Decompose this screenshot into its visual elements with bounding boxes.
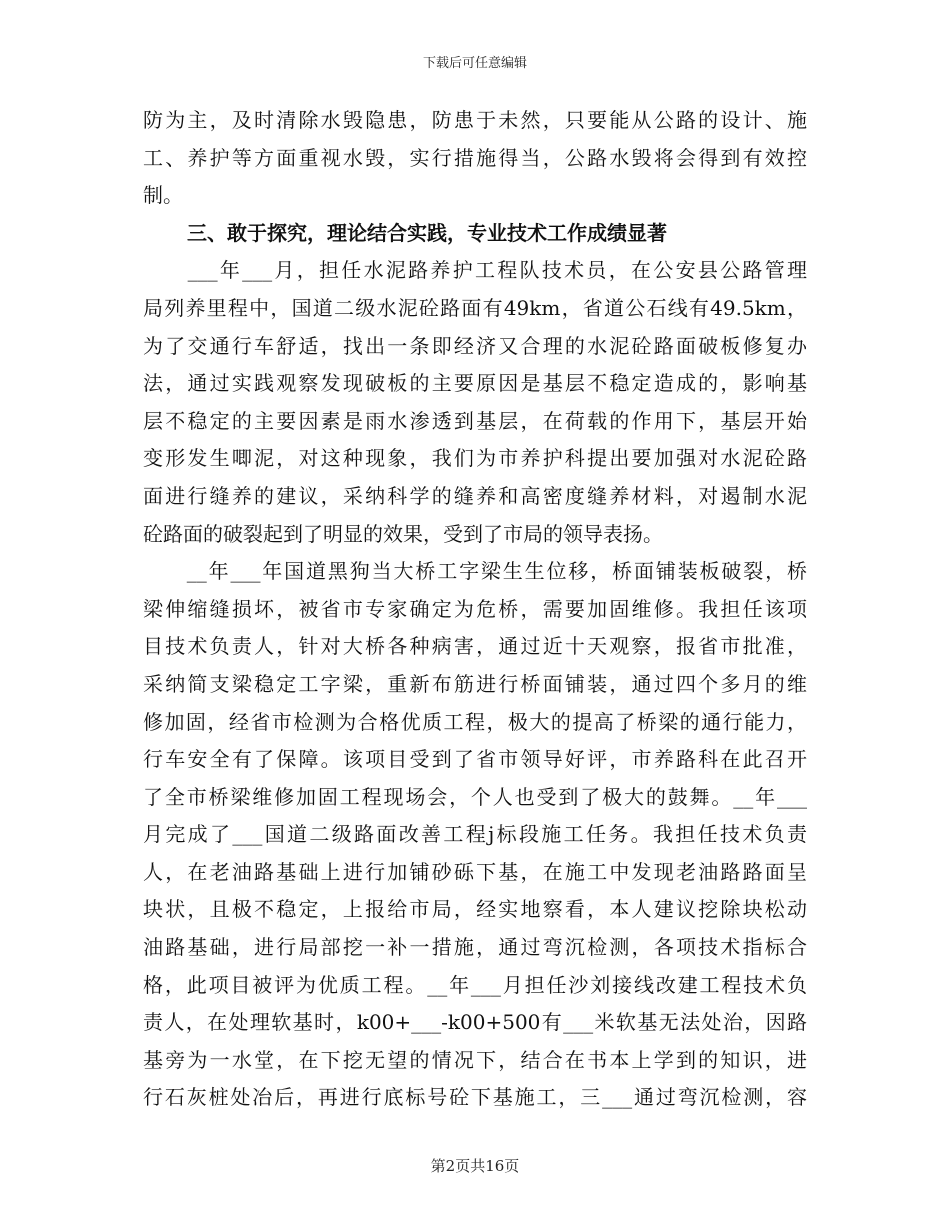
document-body: [143, 102, 807, 1117]
text-line: 格，此项目被评为优质工程。__年___月担任沙刘接线改建工程技术负: [143, 972, 807, 997]
text-line: 修加固，经省市检测为合格优质工程，极大的提高了桥梁的通行能力，: [143, 709, 807, 734]
text-line: 梁伸缩缝损坏，被省市专家确定为危桥，需要加固维修。我担任该项: [143, 596, 807, 621]
text-line: 制。: [143, 183, 183, 208]
text-line: 为了交通行车舒适，找出一条即经济又合理的水泥砼路面破板修复办: [143, 333, 807, 358]
text-line: 块状，且极不稳定，上报给市局，经实地察看，本人建议挖除块松动: [143, 897, 807, 922]
text-line: 局列养里程中，国道二级水泥砼路面有49km，省道公石线有49.5km，: [143, 295, 807, 320]
text-line: 变形发生唧泥，对这种现象，我们为市养护科提出要加强对水泥砼路: [143, 446, 807, 471]
text-line: 层不稳定的主要因素是雨水渗透到基层，在荷载的作用下，基层开始: [143, 408, 807, 433]
text-line: 了全市桥梁维修加固工程现场会，个人也受到了极大的鼓舞。__年___: [143, 784, 807, 809]
text-line: 砼路面的破裂起到了明显的效果，受到了市局的领导表扬。: [143, 521, 663, 546]
text-line: 目技术负责人，针对大桥各种病害，通过近十天观察，报省市批准，: [143, 634, 807, 659]
page-footer: 第2页共16页: [430, 1157, 520, 1175]
text-line: 采纳简支梁稳定工字梁，重新布筋进行桥面铺装，通过四个多月的维: [143, 671, 807, 696]
text-line: 油路基础，进行局部挖一补一措施，通过弯沉检测，各项技术指标合: [143, 935, 807, 960]
text-line: 行石灰桩处冶后，再进行底标号砼下基施工，三___通过弯沉检测，容: [143, 1085, 807, 1110]
text-line: ___年___月，担任水泥路养护工程队技术员，在公安县公路管理: [143, 258, 807, 283]
text-line: __年___年国道黑狗当大桥工字梁生生位移，桥面铺装板破裂，桥: [143, 559, 807, 584]
text-line: 责人，在处理软基时，k00+___-k00+500有___米软基无法处治，因路: [143, 1010, 807, 1035]
text-line: 法，通过实践观察发现破板的主要原因是基层不稳定造成的，影响基: [143, 371, 807, 396]
text-line: 人，在老油路基础上进行加铺砂砾下基，在施工中发现老油路路面呈: [143, 859, 807, 884]
text-line: 基旁为一水堂，在下挖无望的情况下，结合在书本上学到的知识，进: [143, 1047, 807, 1072]
text-line: 工、养护等方面重视水毁，实行措施得当，公路水毁将会得到有效控: [143, 145, 807, 170]
text-line: 月完成了___国道二级路面改善工程j标段施工任务。我担任技术负责: [143, 822, 807, 847]
text-line: 防为主，及时清除水毁隐患，防患于未然，只要能从公路的设计、施: [143, 108, 807, 132]
page-header: 下载后可任意编辑: [422, 56, 527, 71]
text-line: 行车安全有了保障。该项目受到了省市领导好评，市养路科在此召开: [143, 747, 807, 772]
section-heading: 三、敢于探究，理论结合实践，专业技术工作成绩显著: [187, 220, 667, 245]
text-line: 面进行缝养的建议，采纳科学的缝养和高密度缝养材料，对遏制水泥: [143, 483, 807, 508]
